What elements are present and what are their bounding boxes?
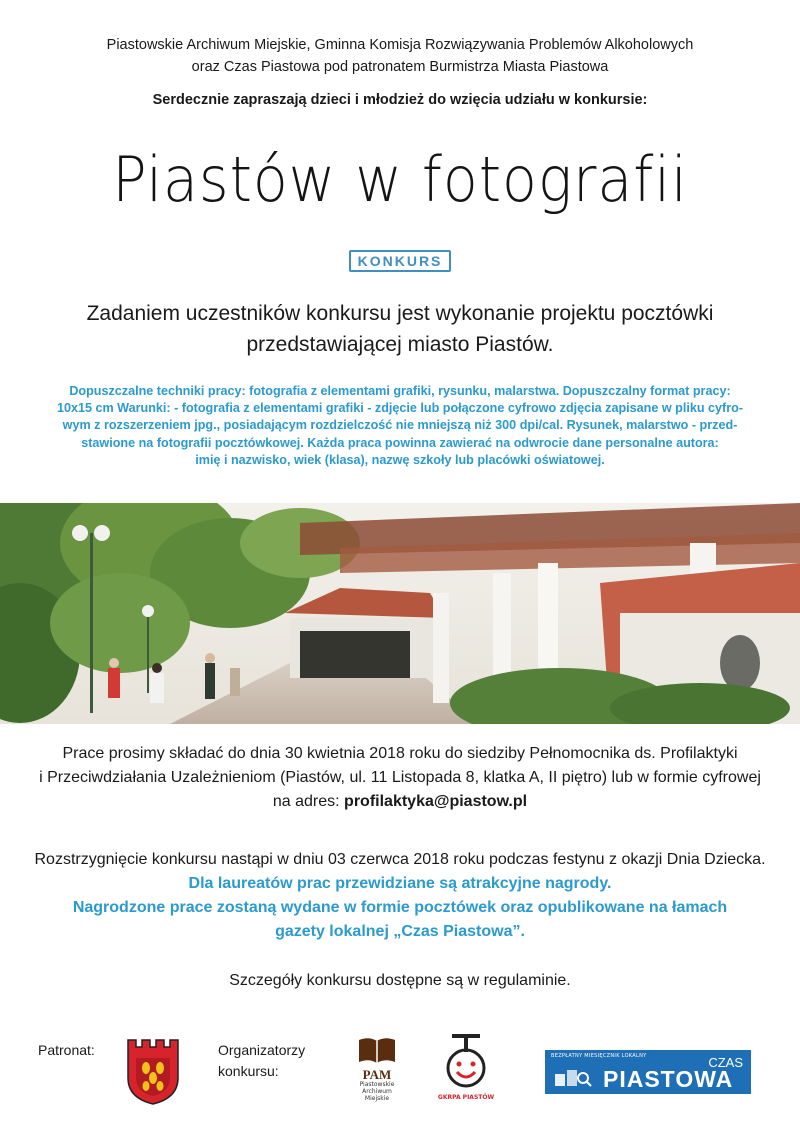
pam-subtext-3: Miejskie xyxy=(364,1095,390,1102)
rules-line-1: Dopuszczalne techniki pracy: fotografia z elementami grafiki, rysunku, malarstwa. Dopuszczalny format pracy: xyxy=(69,384,731,398)
task-line-2: przedstawiającej miasto Piastów. xyxy=(246,333,554,356)
gkrpa-face-icon xyxy=(440,1032,492,1090)
czas-big-text: PIASTOWA xyxy=(603,1066,734,1092)
details-text: Szczegóły konkursu dostępne są w regulaminie. xyxy=(229,972,571,989)
rules-line-3: wym z rozszerzeniem jpg., posiadającym rozdzielczość nie mniejszą niż 300 dpi/cal. Rysunek, malarstwo - przed- xyxy=(62,418,738,433)
czas-tagline: BEZPŁATNY MIESIĘCZNIK LOKALNY xyxy=(551,1053,647,1059)
newspaper-icon xyxy=(553,1064,593,1088)
submission-line-3 xyxy=(0,790,800,814)
piastow-crest-icon xyxy=(126,1038,180,1106)
patronat-label: Patronat: xyxy=(38,1042,95,1058)
rules-line-4: stawione na fotografii pocztówkowej. Każda praca powinna zawierać na odwrocie dane personalne autora: xyxy=(81,435,719,450)
photo-illustration xyxy=(0,503,800,724)
piastow-photo xyxy=(0,503,800,724)
rules-line-5: imię i nazwisko, wiek (klasa), nazwę szkoły lub placówki oświatowej. xyxy=(195,452,605,467)
organizers-line-1: Piastowskie Archiwum Miejskie, Gminna Komisja Rozwiązywania Problemów Alkoholowych xyxy=(106,37,694,53)
rules-line-2: 10x15 cm Warunki: - fotografia z elementami grafiki - zdjęcie lub połączone cyfrowo zdjęcia zapisane w pliku cyfro- xyxy=(56,401,744,416)
results-line-4: gazety lokalnej „Czas Piastowa”. xyxy=(275,923,525,940)
czas-small-text: CZAS xyxy=(708,1055,743,1070)
results-line-2: Dla laureatów prac przewidziane są atrakcyjne nagrody. xyxy=(188,875,612,892)
czas-piastowa-logo xyxy=(545,1050,751,1094)
open-book-icon xyxy=(357,1036,397,1064)
pam-text: PAM xyxy=(362,1067,392,1082)
results-line-1: Rozstrzygnięcie konkursu nastąpi w dniu 03 czerwca 2018 roku podczas festynu z okazji Dnia Dziecka. xyxy=(34,851,766,868)
submission-address-prefix: na adres: xyxy=(272,793,345,810)
pam-subtext-1: Piastowskie xyxy=(359,1081,395,1088)
organizers-label-line-2: konkursu: xyxy=(218,1063,279,1079)
konkurs-stamp: KONKURS xyxy=(349,250,452,272)
task-line-1: Zadaniem uczestników konkursu jest wykonanie projektu pocztówki xyxy=(86,302,714,325)
email-link[interactable]: profilaktyka@piastow.pl xyxy=(344,793,528,810)
gkrpa-text: GKRPA PIASTÓW xyxy=(437,1094,495,1101)
submission-line-1: Prace prosimy składać do dnia 30 kwietnia 2018 roku do siedziby Pełnomocnika ds. Profilaktyki xyxy=(62,745,738,762)
gkrpa-logo xyxy=(436,1032,496,1101)
task-description xyxy=(0,298,800,360)
results-info xyxy=(0,848,800,944)
rules-paragraph xyxy=(28,383,772,469)
pam-logo xyxy=(352,1036,402,1102)
results-line-3: Nagrodzone prace zostaną wydane w formie pocztówek oraz opublikowane na łamach xyxy=(72,899,728,916)
stamp-container xyxy=(0,250,800,272)
page-title: Piastów w fotografii xyxy=(112,143,688,216)
submission-info xyxy=(0,742,800,814)
organizers-label-line-1: Organizatorzy xyxy=(218,1042,306,1058)
pam-subtext-2: Archiwum xyxy=(362,1088,392,1095)
organizers-text xyxy=(0,34,800,78)
invite-text: Serdecznie zapraszają dzieci i młodzież do wzięcia udziału w konkursie: xyxy=(152,92,648,108)
submission-line-2: i Przeciwdziałania Uzależnieniom (Piastów, ul. 11 Listopada 8, klatka A, II piętro) lub w formie cyfrowej xyxy=(39,769,761,786)
organizers-label xyxy=(218,1040,305,1082)
organizers-line-2: oraz Czas Piastowa pod patronatem Burmistrza Miasta Piastowa xyxy=(191,59,609,75)
